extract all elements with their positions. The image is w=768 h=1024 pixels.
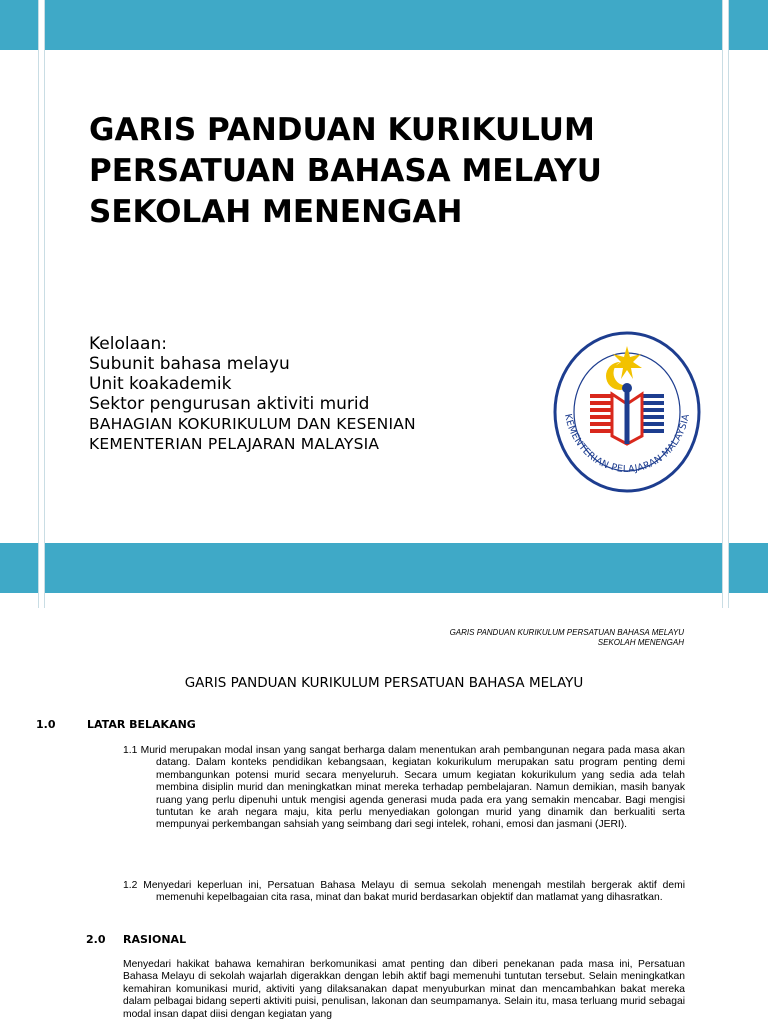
cover-title-line: SEKOLAH MENENGAH — [89, 194, 463, 230]
cover-left-rule — [38, 0, 45, 608]
managed-by-line: Unit koakademik — [89, 374, 232, 394]
section-heading: LATAR BELAKANG — [87, 718, 196, 731]
section-paragraph: 1.2 Menyedari keperluan ini, Persatuan Bahasa Melayu di semua sekolah menengah mestilah bergerak aktif demi memenuhi kepelbagaian cita rasa, minat dan bakat murid berdasarkan objektif dan matlamat yang dihasratkan. — [123, 880, 685, 904]
logo-ring-text: KEMENTERIAN PELAJARAN MALAYSIA — [562, 412, 692, 476]
document-title: GARIS PANDUAN KURIKULUM PERSATUAN BAHASA MELAYU — [184, 675, 584, 691]
managed-by-block — [89, 334, 529, 454]
running-header — [450, 628, 684, 648]
ministry-logo — [552, 330, 702, 494]
section-heading-row — [36, 718, 536, 732]
cover-top-band — [0, 0, 768, 50]
cover-title-line: GARIS PANDUAN KURIKULUM — [89, 112, 595, 148]
managed-by-label: Kelolaan: — [89, 334, 167, 354]
running-header-line: SEKOLAH MENENGAH — [597, 638, 684, 647]
managed-by-line: Subunit bahasa melayu — [89, 354, 290, 374]
cover-right-rule — [722, 0, 729, 608]
section-number: 1.0 — [36, 718, 56, 731]
section-heading-row — [86, 933, 586, 947]
cover-title-line: PERSATUAN BAHASA MELAYU — [89, 153, 602, 189]
section-paragraph: Menyedari hakikat bahawa kemahiran berkomunikasi amat penting dan diberi penekanan pada masa ini, Persatuan Bahasa Melayu di sekolah wajarlah digerakkan dengan lebih aktif bagi memenuhi tuntutan tersebut. Selain meningkatkan kemahiran komunikasi murid, aktiviti yang dilaksanakan dapat menyuburkan minat dan mencambahkan bakat mereka dalam pelbagai bidang seperti aktiviti puisi, penulisan, lakonan dan seumpamanya. Selain itu, masa terluang murid sebagai modal insan dapat diisi dengan kegiatan yang — [123, 959, 685, 1020]
running-header-line: GARIS PANDUAN KURIKULUM PERSATUAN BAHASA MELAYU — [449, 628, 684, 637]
cover-bottom-band — [0, 543, 768, 593]
section-number: 2.0 — [86, 933, 106, 946]
cover-title — [89, 110, 709, 233]
managed-by-division: BAHAGIAN KOKURIKULUM DAN KESENIAN — [89, 415, 416, 433]
section-paragraph: 1.1 Murid merupakan modal insan yang sangat berharga dalam menentukan arah pembangunan negara pada masa akan datang. Dalam konteks pendidikan kebangsaan, kegiatan kokurikulum merupakan satu program penting demi membangunkan potensi murid secara menyeluruh. Secara umum kegiatan kokurikulum yang sedia ada telah membina disiplin murid dan meningkatkan minat mereka terhadap pembelajaran. Namun demikian, masih banyak ruang yang perlu dipenuhi untuk mengisi agenda generasi muda pada era yang semakin mencabar. Bagi mengisi tuntutan ke arah negara maju, kita perlu menyediakan golongan murid yang dinamik dan berkualiti serta mempunyai perkembangan sahsiah yang seimbang dari segi intelek, rohani, emosi dan jasmani (JERI). — [123, 745, 685, 831]
managed-by-ministry: KEMENTERIAN PELAJARAN MALAYSIA — [89, 435, 380, 453]
document-page — [0, 612, 768, 1024]
managed-by-line: Sektor pengurusan aktiviti murid — [89, 394, 370, 414]
section-heading: RASIONAL — [123, 933, 187, 946]
